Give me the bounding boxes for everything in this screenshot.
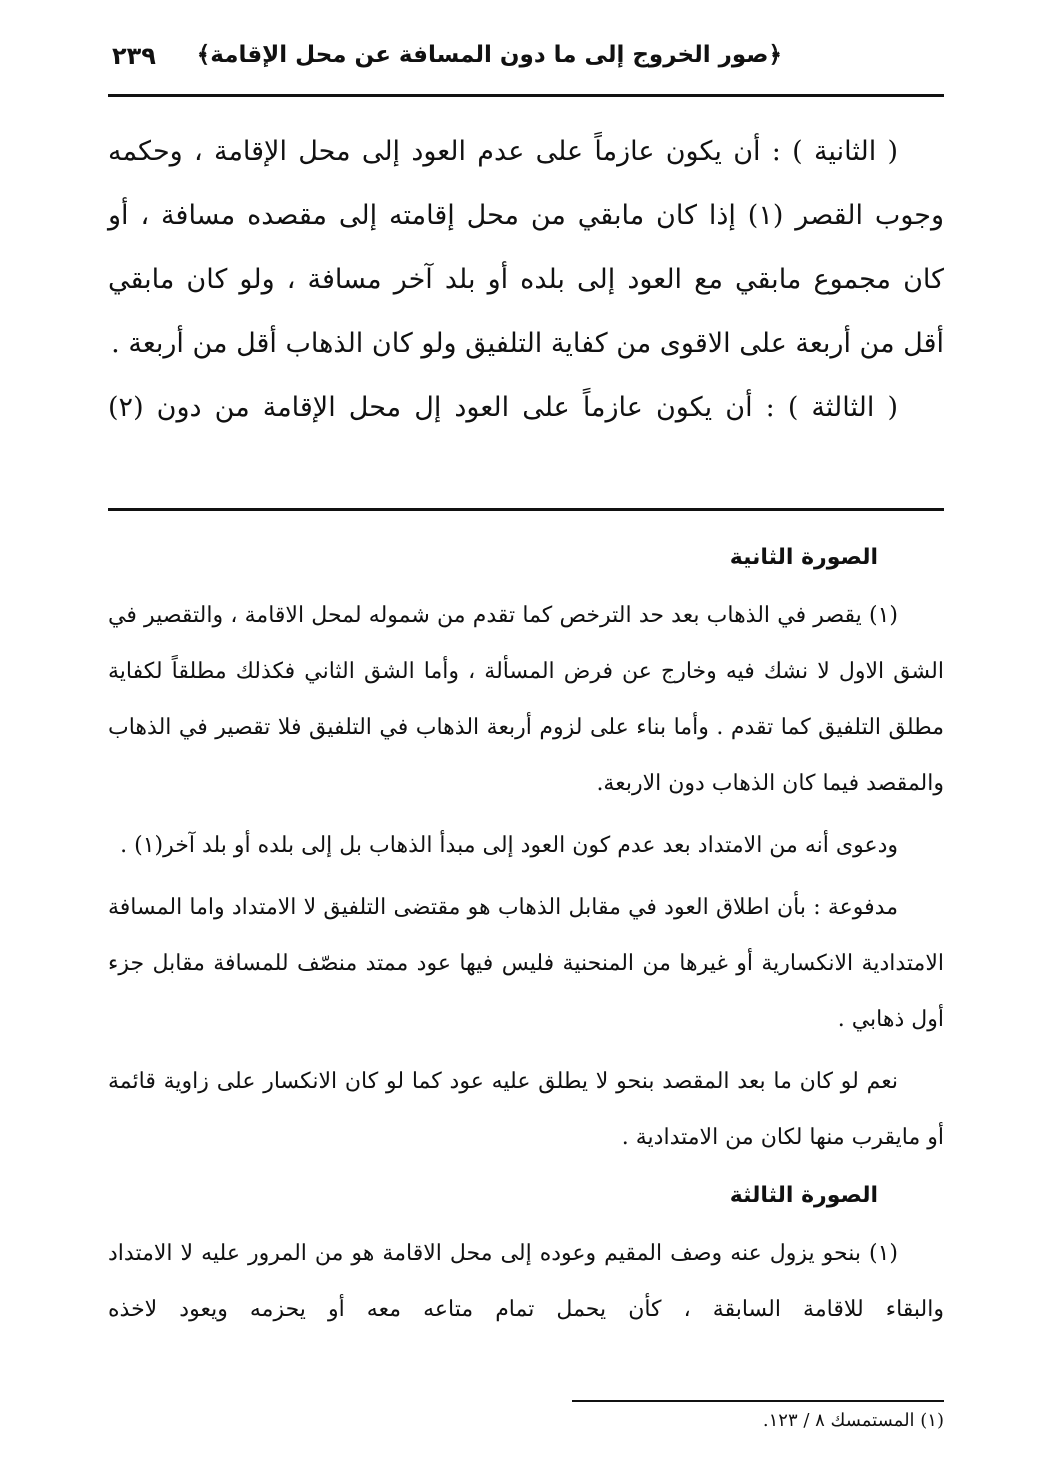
section-heading-third-form: الصورة الثالثة <box>729 1183 878 1208</box>
main-paragraph-third-case: ( الثالثة ) : أن يكون عازماً على العود إل محل الإقامة من دون (٢) <box>108 392 898 423</box>
commentary-paragraph: مدفوعة : بأن اطلاق العود في مقابل الذهاب هو مقتضى التلفيق لا الامتداد واما المسافة الامتدادية الانكسارية أو غيرها من المنحنية فليس فيها عود ممتد منصّف للمسافة مقابل جزء أول ذهابي . <box>108 895 944 1032</box>
footnote-divider <box>108 508 944 511</box>
commentary-section <box>108 528 944 1338</box>
header-title: ﴿صور الخروج إلى ما دون المسافة عن محل الإقامة﴾ <box>196 42 782 68</box>
page <box>108 28 944 1431</box>
commentary-paragraph: (١) بنحو يزول عنه وصف المقيم وعوده إلى محل الاقامة هو من المرور عليه لا الامتداد والبقاء للاقامة السابقة ، كأن يحمل تمام متاعه معه أو يحزمه ويعود لاخذه <box>108 1241 944 1322</box>
main-text <box>108 120 944 440</box>
commentary-paragraph: نعم لو كان ما بعد المقصد بنحو لا يطلق عليه عود كما لو كان الانكسار على زاوية قائمة أو مايقرب منها لكان من الامتدادية . <box>108 1069 944 1150</box>
sub-footnote-divider <box>572 1400 944 1402</box>
section-heading-second-form: الصورة الثانية <box>729 545 878 570</box>
commentary-paragraph: (١) يقصر في الذهاب بعد حد الترخص كما تقدم من شموله لمحل الاقامة ، والتقصير في الشق الاول لا نشك فيه وخارج عن فرض المسألة ، وأما الشق الثاني فكذلك مطلقاً لكفاية مطلق التلفيق كما تقدم . وأما بناء على لزوم أربعة الذهاب في التلفيق فلا تقصير في الذهاب والمقصد فيما كان الذهاب دون الاربعة. <box>108 603 944 796</box>
running-header <box>108 28 944 88</box>
commentary-paragraph: ودعوى أنه من الامتداد بعد عدم كون العود إلى مبدأ الذهاب بل إلى بلده أو بلد آخر(١) . <box>120 833 898 858</box>
header-divider <box>108 94 944 97</box>
main-paragraph-second-case: ( الثانية ) : أن يكون عازماً على عدم العود إلى محل الإقامة ، وحكمه وجوب القصر (١) إذا كان مابقي من محل إقامته إلى مقصده مسافة ، أو كان مجموع مابقي مع العود إلى بلده أو بلد آخر مسافة ، ولو كان مابقي أقل من أربعة على الاقوى من كفاية التلفيق ولو كان الذهاب أقل من أربعة . <box>108 136 944 359</box>
sub-footnote: (١) المستمسك ٨ / ١٢٣. <box>762 1410 944 1431</box>
page-number: ٢٣٩ <box>112 42 156 70</box>
